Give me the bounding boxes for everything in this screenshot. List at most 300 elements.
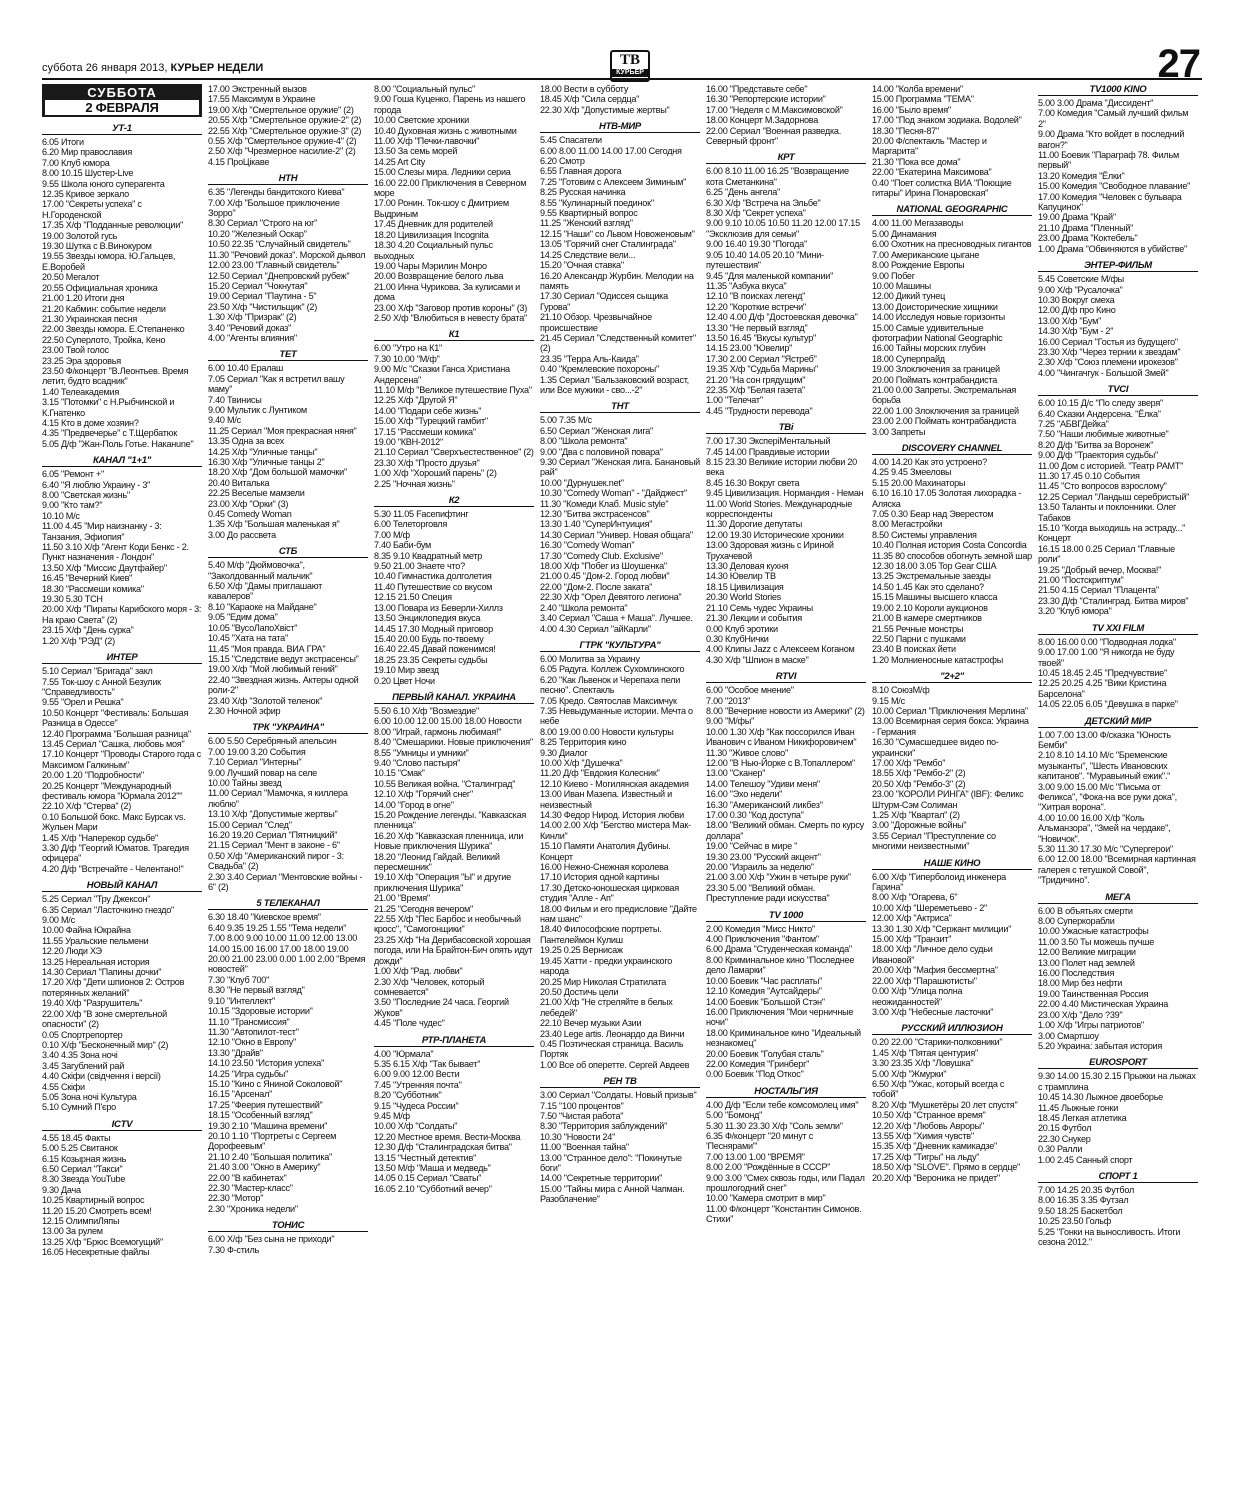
program-entry: 10.50 22.35 "Случайный свидетель" xyxy=(208,239,351,250)
program-entry: 9.45 "Для маленькой компании" xyxy=(706,270,834,281)
program-entry: 16.00 Тайны морских глубин xyxy=(872,343,986,354)
program-entry: 20.50 Х/ф "Рембо-3" (2) xyxy=(872,778,966,789)
program-entry: 12.20 Местное время. Вести-Москва xyxy=(374,1131,521,1142)
program-entry: 10.05 "ВусоЛапоХвіст" xyxy=(208,622,298,633)
program-entry: 18.20 "Леонид Гайдай. Великий пересмешник" xyxy=(374,851,500,873)
program-entry: 15.00 Х/ф "Турецкий гамбит" xyxy=(374,416,488,427)
program-entry: 19.00 2.10 Короли аукционов xyxy=(872,602,988,613)
program-entry: 6.25 "День ангела" xyxy=(706,187,780,198)
channel-heading: NATIONAL GEOGRAPHIC xyxy=(872,204,1032,216)
program-entry: 13.15 "Честный детектив" xyxy=(374,1152,477,1163)
program-entry: 23.50 Х/ф "Чистильщик" (2) xyxy=(208,301,317,312)
program-entry: 10.40 Гимнастика долголетия xyxy=(374,571,492,582)
program-entry: 1.35 Сериал "Бальзаковский возраст, или Все мужики - сво...-2" xyxy=(540,374,689,395)
program-entry: 7.00 17.30 ЭксперіМентальный xyxy=(706,436,831,447)
program-entry: 11.40 Путешествие со вкусом xyxy=(374,581,493,592)
program-entry: 21.45 Сериал "Следственный комитет" (2) xyxy=(540,332,696,354)
program-entry: 16.30 "Сумасшедшее видео по-украински" xyxy=(872,737,999,758)
program-entry: 10.00 Машины xyxy=(872,280,931,291)
program-entry: 14.00 Исследуя новые горизонты xyxy=(872,312,1005,323)
program-entry: 12.20 Х/ф "Любовь Авроры" xyxy=(872,1120,984,1131)
program-entry: 17.00 Ронин. Ток-шоу с Дмитрием Выдриным xyxy=(374,198,509,219)
program-entry: 0.10 Х/ф "Бесконечный мир" (2) xyxy=(42,1039,169,1050)
program-entry: 18.25 23.35 Секреты судьбы xyxy=(374,654,488,665)
program-entry: 4.00 Приключения "Фантом" xyxy=(706,934,819,945)
program-entry: 14.30 Ювелир ТВ xyxy=(706,571,776,582)
program-entry: 17.00 "Секреты успеха" с Н.Городенской xyxy=(42,199,142,220)
program-entry: 7.45 "Утренняя почта" xyxy=(374,1079,462,1090)
program-entry: 5.45 Советские М/фы xyxy=(1038,274,1124,285)
program-entry: 7.00 Комедия "Самый лучший фильм 2" xyxy=(1038,108,1189,129)
program-entry: 20.00 Боевик "Голубая сталь" xyxy=(706,1048,824,1059)
program-entry: 20.00 Возвращение белого льва xyxy=(374,271,504,282)
program-entry: 7.35 Невыдуманные истории. Мечта о небе xyxy=(540,705,693,727)
program-entry: 7.30 Ф-стиль xyxy=(208,1244,260,1255)
program-entry: 5.25 Сериал "Тру Джексон" xyxy=(42,894,151,905)
program-entry: 21.30 Лекции и события xyxy=(706,613,802,624)
page-header xyxy=(42,42,1202,86)
program-entry: 12.00 Великие миграции xyxy=(1038,947,1136,958)
program-entry: 13.00 Полет над землей xyxy=(1038,957,1135,968)
channel-heading: EUROSPORT xyxy=(1038,1057,1198,1069)
program-entry: 8.00 "Вечерние новости из Америки" (2) xyxy=(706,705,865,716)
page-number: 27 xyxy=(1157,42,1200,86)
program-entry: 22.30 "Мастер-класс" xyxy=(208,1183,293,1193)
program-entry: 6.35 "Легенды бандитского Киева" xyxy=(208,187,345,198)
program-entry: 14.00 Боевик "Большой Стэн" xyxy=(706,996,825,1007)
program-entry: 10.00 Х/ф "Душечка" xyxy=(540,757,623,768)
program-entry: 4.00 "Юрмала" xyxy=(374,1048,434,1059)
program-entry: 4.45 "Поле чудес" xyxy=(374,1018,445,1029)
program-entry: 14.00 2.00 Х/ф "Бегство мистера Мак-Кинли" xyxy=(540,820,691,841)
program-entry: 4.00 11.00 Мегазаводы xyxy=(872,218,964,229)
program-entry: 21.00 В камере смертников xyxy=(872,613,982,624)
program-entry: 22.00 Звезды юмора. Е.Степаненко xyxy=(42,324,185,335)
program-entry: 6.30 Х/ф "Встреча на Эльбе" xyxy=(706,197,821,208)
program-entry: 12.25 20.25 4.25 "Вики Кристина Барселона" xyxy=(1038,678,1167,699)
program-entry: 17.00 0.30 "Код доступа" xyxy=(706,810,804,820)
program-entry: 7.45 14.00 Правдивые истории xyxy=(706,446,830,457)
program-entry: 11.10 "Трансмиссия" xyxy=(208,1016,290,1027)
program-entry: 10.10 М/с xyxy=(42,510,80,521)
program-entry: 11.00 Сериал "Мамочка, я киллера люблю" xyxy=(208,788,348,809)
program-entry: 14.25 Следствие вели... xyxy=(540,249,636,260)
program-entry: 1.20 Х/ф "РЭД" (2) xyxy=(42,635,115,646)
program-entry: 4.55 18.45 Факты xyxy=(42,1132,111,1143)
program-entry: 15.10 "Кино с Яниной Соколовой" xyxy=(208,1078,343,1089)
program-entry: 13.55 Х/ф "Химия чувств" xyxy=(872,1130,974,1141)
channel-heading: КАНАЛ "1+1" xyxy=(42,455,202,467)
program-entry: 23.00 Х/ф "Орки" (3) xyxy=(208,498,289,509)
program-entry: 10.15 "Здоровые истории" xyxy=(208,1006,313,1017)
paper-name: КУРЬЕР НЕДЕЛИ xyxy=(170,62,264,74)
program-entry: 0.10 Большой бокс. Макс Бурсак vs. Жульен Мари xyxy=(42,811,186,833)
program-entry: 22.25 Веселые мамзели xyxy=(208,488,305,499)
program-entry: 15.10 "Когда выходишь на эстраду..." Концерт xyxy=(1038,523,1186,544)
program-entry: 11.00 Боевик "Параграф 78. Фильм первый" xyxy=(1038,150,1179,171)
program-entry: 12.00 Х/ф "Актриса" xyxy=(872,913,952,924)
channel-heading: МЕГА xyxy=(1038,892,1198,904)
program-entry: 19.00 "КВН-2012" xyxy=(374,437,443,447)
program-entry: 20.55 Официальная хроника xyxy=(42,282,158,293)
program-entry: 12.10 "Окно в Европу" xyxy=(208,1037,296,1048)
program-entry: 23.35 "Терра Аль-Каида" xyxy=(540,353,639,364)
program-entry: 7.05 Сериал "Как я встретил вашу маму" xyxy=(208,373,345,395)
program-entry: 14.45 17.30 Модный приговор xyxy=(374,623,493,634)
program-entry: 6.00 "Особое мнение" xyxy=(706,685,794,696)
program-entry: 18.20 Х/ф "Дом большой мамочки" xyxy=(208,467,347,478)
program-entry: 5.20 Украина: забытая история xyxy=(1038,1040,1163,1051)
program-entry: 8.30 Сериал "Строго на юг" xyxy=(208,218,318,229)
program-entry: 21.55 Речные монстры xyxy=(872,623,964,634)
program-entry: 13.30 "Драйв" xyxy=(208,1047,263,1058)
channel-heading: СТБ xyxy=(208,546,368,558)
program-entry: 18.55 Х/ф "Рембо-2" (2) xyxy=(872,768,966,779)
program-entry: 22.10 Х/ф "Стерва" (2) xyxy=(42,801,132,812)
channel-heading: К2 xyxy=(374,495,534,507)
program-entry: 5.00 5.25 Свитанок xyxy=(42,1143,118,1154)
program-entry: 14.10 23.50 "История успеха" xyxy=(208,1058,325,1069)
program-entry: 8.40 "Смешарики. Новые приключения" xyxy=(374,737,533,748)
program-entry: 19.00 Драма "Край" xyxy=(1038,212,1116,223)
program-entry: 0.05 Спортрепортер xyxy=(42,1029,123,1040)
program-entry: 6.00 10.00 12.00 15.00 18.00 Новости xyxy=(374,716,522,727)
program-entry: 4.40 Скіфи (свідчення і версії) xyxy=(42,1071,161,1082)
program-entry: 20.00 Поймать контрабандиста xyxy=(872,374,998,385)
program-entry: 14.25 "Игра судьбы" xyxy=(208,1068,289,1079)
program-entry: 3.55 Сериал "Преступление со многими неизвестными" xyxy=(872,830,996,852)
program-entry: 13.50 Энциклопедия вкуса xyxy=(374,613,481,624)
program-entry: 7.10 Сериал "Интерны" xyxy=(208,757,302,768)
program-entry: 0.40 "Кремлевские похороны" xyxy=(540,364,659,375)
program-entry: 21.00 0.45 "Дом-2. Город любви" xyxy=(540,571,670,582)
program-entry: 8.00 16.00 0.00 "Подводная лодка" xyxy=(1038,636,1176,647)
program-entry: 23.40 Х/ф "Золотой теленок" xyxy=(208,695,323,706)
program-entry: 10.00 Тайны звезд xyxy=(208,777,282,788)
program-entry: 23.00 Твой голос xyxy=(42,345,109,356)
program-entry: 7.00 13.00 1.00 "ВРЕМЯ" xyxy=(706,1151,805,1162)
program-entry: 19.10 Х/ф "Операция "Ы" и другие приключения Шурика" xyxy=(374,872,511,893)
program-entry: 16.00 "Представьте себе" xyxy=(706,84,808,94)
program-entry: 9.00 "М/фы" xyxy=(706,716,755,727)
program-entry: 11.30 "Комеди Клаб. Music style" xyxy=(540,498,669,509)
program-entry: 9.00 Д/ф "Траектория судьбы" xyxy=(1038,450,1158,461)
program-entry: 7.50 "Наши любимые животные" xyxy=(1038,429,1169,440)
program-entry: 21.00 0.00 Запреты. Экстремальная борьба xyxy=(872,384,1017,406)
program-entry: 18.00 Суперпрайд xyxy=(872,353,945,364)
program-entry: 22.10 Вечер музыки Азии xyxy=(540,1018,642,1029)
program-entry: 6.05 Радуга. Коллеж Сухомлинского xyxy=(540,664,685,675)
program-entry: 17.00 Комедия "Человек с бульвара Капуцинок" xyxy=(1038,191,1182,213)
program-entry: 19.30 5.30 ТСН xyxy=(42,594,103,605)
program-entry: 3.00 Сериал "Солдаты. Новый призыв" xyxy=(540,1090,697,1101)
program-entry: 17.10 История одной картины xyxy=(540,872,660,883)
program-entry: 8.00 16.35 3.35 Футзал xyxy=(1038,1195,1129,1206)
program-entry: 19.00 Таинственная Россия xyxy=(1038,988,1149,999)
program-entry: 11.55 Уральские пельмени xyxy=(42,935,149,946)
program-entry: 10.00 Светские хроники xyxy=(374,115,469,126)
channel-heading: ДЕТСКИЙ МИР xyxy=(1038,716,1198,728)
program-entry: 7.25 "АБВГДейка" xyxy=(1038,418,1109,429)
program-entry: 14.25 Х/ф "Уличные танцы" xyxy=(208,446,318,457)
program-entry: 23.50 Ф/концерт "В.Леонтьев. Время летит, будто всадник" xyxy=(42,365,189,387)
program-entry: 8.25 Территория кино xyxy=(540,737,627,748)
program-entry: 16.30 Х/ф "Уличные танцы 2" xyxy=(208,457,325,467)
program-entry: 23.40 Lege artis. Леонардо да Винчи xyxy=(540,1028,685,1039)
program-entry: 12.30 Д/ф "Сталинградская битва" xyxy=(374,1142,512,1153)
program-entry: 16.45 "Вечерний Киев" xyxy=(42,573,133,584)
program-entry: 18.00 Концерт М.Задорнова xyxy=(706,115,819,126)
program-entry: 11.30 "Речовий доказ". Морской дьявол xyxy=(208,249,366,260)
program-entry: 11.20 15.20 Смотреть всем! xyxy=(42,1205,152,1216)
program-entry: 13.20 Комедия "Ёлки" xyxy=(1038,170,1125,181)
program-entry: 6.20 "Как Львенок и Черепаха пели песню". Спектакль xyxy=(540,674,681,696)
program-entry: 21.00 Инна Чурикова. За кулисами и дома xyxy=(374,281,521,303)
program-entry: 3.20 "Клуб юмора" xyxy=(1038,606,1112,617)
program-entry: 22.00 "Дом-2. После заката" xyxy=(540,581,653,592)
program-entry: 21.10 2.40 "Большая политика" xyxy=(208,1151,333,1162)
program-entry: 12.20 Люди ХЭ xyxy=(42,946,102,957)
program-entry: 7.00 8.00 9.00 10.00 11.00 12.00 13.00 14.00 15.00 16.00 17.00 18.00 19.00 20.00 21.00 23.00 0.00 1.00 2.00 "Время новостей" xyxy=(208,933,366,975)
program-entry: 11.45 "Сто вопросов взрослому" xyxy=(1038,481,1167,492)
program-entry: 4.00 14.20 Как это устроено? xyxy=(872,457,987,467)
program-entry: 11.00 Дом с историей. "Театр РАМТ" xyxy=(1038,460,1184,471)
program-entry: 4.15 ПроЦікаве xyxy=(208,156,270,167)
program-entry: 5.00 "Бомонд" xyxy=(706,1110,763,1121)
program-entry: 11.00 World Stories. Международные корреспонденты xyxy=(706,498,853,520)
program-entry: 15.00 Программа "ТЕМА" xyxy=(872,94,974,105)
channel-heading: DISCOVERY CHANNEL xyxy=(872,443,1032,455)
program-entry: 16.30 "Репортерские истории" xyxy=(706,94,826,105)
program-entry: 14.50 1.45 Как это сделано? xyxy=(872,581,984,592)
program-entry: 20.10 1.10 "Портреты с Сергеем Дорофеевым" xyxy=(208,1130,337,1152)
program-entry: 14.00 "Колба времени" xyxy=(872,84,963,94)
program-entry: 0.20 22.00 "Старики-полковники" xyxy=(872,1037,1003,1048)
program-entry: 3.30 Д/ф "Георгий Юматов. Трагедия офицера" xyxy=(42,843,189,864)
channel-heading: ГТРК "КУЛЬТУРА" xyxy=(540,640,700,652)
program-entry: 7.00 Клуб юмора xyxy=(42,157,110,168)
program-entry: 19.00 Х/ф "Мой любимый гений" xyxy=(208,664,338,675)
program-entry: 17.55 Максимум в Украине xyxy=(208,94,316,105)
program-entry: 17.15 "Рассмеши комика" xyxy=(374,426,476,437)
program-entry: 22.00 Х/ф "Парашютисты" xyxy=(872,975,977,986)
program-entry: 12.15 21.50 Специя xyxy=(374,592,452,603)
program-entry: 3.40 4.35 Зона ночі xyxy=(42,1050,118,1061)
program-entry: 8.50 Системы управления xyxy=(872,529,977,540)
program-entry: 3.30 23.35 Х/ф "Ловушка" xyxy=(872,1058,974,1069)
program-entry: 7.15 "100 процентов" xyxy=(540,1100,624,1111)
channel-heading: ТВі xyxy=(706,422,866,434)
program-entry: 16.20 Александр Журбин. Мелодии на память xyxy=(540,270,694,291)
listing-column-5 xyxy=(706,84,866,1490)
program-entry: 20.15 Футбол xyxy=(1038,1123,1092,1134)
program-entry: 6.20 Мир православия xyxy=(42,147,133,158)
program-entry: 11.45 Лыжные гонки xyxy=(1038,1102,1119,1113)
program-entry: 22.30 Х/ф "Допустимые жертвы" xyxy=(540,104,670,115)
program-entry: 21.10 Сериал "Сверхъестественное" (2) xyxy=(374,447,534,458)
program-entry: 3.40 Сериал "Саша + Маша". Лучшее. xyxy=(540,613,693,624)
program-entry: 23.30 Х/ф "Через тернии к звездам" xyxy=(1038,346,1181,357)
program-entry: 3.00 Смартшоу xyxy=(1038,1030,1099,1041)
program-entry: 17.00 "Неделя с М.Максимовской" xyxy=(706,104,843,115)
program-entry: 12.25 Сериал "Ландыш серебристый" xyxy=(1038,491,1190,502)
program-entry: 21.10 Семь чудес Украины xyxy=(706,602,813,613)
program-entry: 14.30 Федор Нирод. История любви xyxy=(540,810,684,820)
program-entry: 0.45 Поэтическая страница. Василь Портяк xyxy=(540,1038,684,1060)
program-entry: 23.25 Эра здоровья xyxy=(42,355,121,366)
program-entry: 9.00 Побег xyxy=(872,270,915,281)
program-entry: 5.30 11.30 17.30 М/с "Супергерои" xyxy=(1038,844,1174,854)
program-entry: 5.05 Д/ф "Жан-Поль Готье. Наканune" xyxy=(42,438,194,449)
program-entry: 12.35 Кривое зеркало xyxy=(42,189,129,200)
program-entry: 10.00 1.30 Х/ф "Как поссорился Иван Иванович с Иваном Никифоровичем" xyxy=(706,726,857,748)
program-entry: 3.00 9.00 15.00 М/с "Письма от Феликса", "Фока-на все руки дока", "Хитрая ворона". xyxy=(1038,781,1177,813)
program-entry: 19.30 23.00 "Русский акцент" xyxy=(706,851,821,862)
program-entry: 17.25 "Феерия путешествий" xyxy=(208,1099,323,1110)
program-entry: 6.00 5.50 Серебряный апельсин xyxy=(208,736,337,747)
program-entry: 9.05 10.40 14.05 20.10 "Мини-путешествия" xyxy=(706,249,824,271)
program-entry: 22.55 Х/ф "Пес Барбос и необычный кросс", "Самогонщики" xyxy=(374,914,521,935)
program-entry: 2.30 3.40 Сериал "Ментовские войны - 6" (2) xyxy=(208,871,363,893)
program-entry: 19.00 Злоключения за границей xyxy=(872,364,1000,375)
program-entry: 7.00 Х/ф "Большое приключение Зорро" xyxy=(208,197,340,219)
program-entry: 6.00 "Утро на К1" xyxy=(374,343,442,354)
program-entry: 14.30 Х/ф "Бум - 2" xyxy=(1038,326,1114,337)
program-entry: 16.00 Сериал "Гостья из будущего" xyxy=(1038,336,1178,347)
program-entry: 8.10 "Караоке на Майдане" xyxy=(208,601,317,612)
program-entry: 9.00 Х/ф "Русалочка" xyxy=(1038,284,1123,295)
program-entry: 22.00 4.40 Мистическая Украина xyxy=(1038,999,1169,1010)
program-entry: 23.40 В поисках йети xyxy=(872,644,956,655)
program-entry: 1.00 Драма "Обвиняются в убийстве" xyxy=(1038,243,1187,254)
program-entry: 18.00 Вести в субботу xyxy=(540,84,629,94)
program-entry: 13.00 Повара из Беверли-Хиллз xyxy=(374,602,503,613)
program-entry: 9.55 Школа юного суперагента xyxy=(42,178,165,189)
program-entry: 8.00 "Школа ремонта" xyxy=(540,436,628,447)
program-entry: 6.00 12.00 18.00 "Всемирная картинная галерея с тетушкой Совой", "Тридичино". xyxy=(1038,854,1196,886)
program-entry: 23.30 Х/ф "Просто друзья" xyxy=(374,457,480,468)
program-entry: 15.00 Сериал "След" xyxy=(208,819,292,830)
program-entry: 13.50 16.45 "Вкусы культур" xyxy=(706,332,817,343)
program-entry: 8.35 9.10 Квадратный метр xyxy=(374,550,483,561)
program-entry: 4.00 "Агенты влияния" xyxy=(208,332,297,343)
program-entry: 9.45 Цивилизация. Нормандия - Неман xyxy=(706,488,864,499)
program-entry: 8.00 Х/ф "Огарева, 6" xyxy=(872,892,958,903)
program-entry: 7.00 "2013" xyxy=(706,695,751,706)
program-entry: 22.00 1.00 Злоключения за границей xyxy=(872,405,1019,416)
program-entry: 14.25 Art City xyxy=(374,156,426,167)
program-entry: 19.10 Мир звезд xyxy=(374,665,439,676)
program-entry: 6.50 Х/ф "Дамы приглашают кавалеров" xyxy=(208,581,323,602)
program-entry: 21.40 3.00 "Окно в Америку" xyxy=(208,1162,321,1173)
program-entry: 13.00 За рулем xyxy=(42,1226,103,1237)
program-entry: 19.55 Звезды юмора. Ю.Гальцев, Е.Воробей xyxy=(42,251,176,272)
program-entry: 6.00 Телеторговля xyxy=(374,519,448,530)
program-entry: 21.25 "Сегодня вечером" xyxy=(374,903,474,914)
program-entry: 20.50 Достичь цели xyxy=(540,986,619,997)
program-entry: 10.00 Файна Юкрайна xyxy=(42,925,131,936)
program-entry: 6.00 Х/ф "Гиперболоид инженера Гарина" xyxy=(872,871,1006,893)
program-entry: 7.40 Баби-бум xyxy=(374,540,432,551)
program-entry: 21.00 3.00 Х/ф "Ужин в четыре руки" xyxy=(706,872,851,883)
program-entry: 16.30 "Американский ликбез" xyxy=(706,799,823,810)
channel-heading: РЕН ТВ xyxy=(540,1076,700,1088)
program-entry: 20.25 Мир Николая Стратилата xyxy=(540,976,667,987)
program-entry: 15.20 "Очная ставка" xyxy=(540,260,624,271)
program-entry: 13.00 Доисторические хищники xyxy=(872,301,998,312)
program-entry: 9.30 Сериал "Женская лига. Банановый рай" xyxy=(540,457,700,478)
program-entry: 21.50 4.15 Сериал "Плацента" xyxy=(1038,585,1159,596)
program-entry: 17.00 Х/ф "Рембо" xyxy=(872,757,946,768)
program-entry: 16.00 Последствия xyxy=(1038,968,1115,979)
program-entry: 19.30 2.10 "Машина времени" xyxy=(208,1120,328,1131)
weekday: СУББОТА xyxy=(87,85,157,100)
program-entry: 10.45 14.30 Лыжное двоеборье xyxy=(1038,1092,1163,1103)
program-entry: 9.30 14.00 15.30 2.15 Прыжки на лыжах с трамплина xyxy=(1038,1071,1196,1092)
listing-column-4 xyxy=(540,84,700,1490)
program-entry: 6.40 9.35 19.25 1.55 "Тема недели" xyxy=(208,922,347,933)
program-entry: 21.20 "На сон грядущим" xyxy=(706,374,806,385)
listing-column-2 xyxy=(208,84,368,1490)
channel-heading: КРТ xyxy=(706,152,866,164)
program-entry: 0.00 Клуб эротики xyxy=(706,623,778,634)
program-entry: 10.45 18.45 2.45 "Предчувствие" xyxy=(1038,667,1167,678)
program-entry: 3.00 Запреты xyxy=(872,426,926,437)
program-entry: 13.00 "Сканер" xyxy=(706,768,766,779)
program-entry: 12.15 ОлимпиЛяпы xyxy=(42,1216,120,1226)
program-entry: 10.50 Концерт "Фестиваль: Большая Разница в Одессе" xyxy=(42,707,189,729)
program-entry: 14.05 0.15 Сериал "Сваты" xyxy=(374,1173,482,1184)
program-entry: 6.50 Сериал "Женская лига" xyxy=(540,425,653,436)
program-entry: 16.00 "Эхо недели" xyxy=(706,789,783,800)
program-entry: 10.25 23.50 Гольф xyxy=(1038,1216,1112,1227)
program-entry: 14.30 Сериал "Универ. Новая общага" xyxy=(540,529,693,540)
program-entry: 13.00 Х/ф "Бум" xyxy=(1038,315,1102,326)
program-entry: 18.00 Фильм и его предисловие "Дайте нам шанс" xyxy=(540,903,697,925)
program-entry: 9.00 "Два с половиной повара" xyxy=(540,446,663,457)
program-entry: 16.00 "Было время" xyxy=(872,104,951,115)
program-entry: 20.25 Концерт "Международный фестиваль юмора "Юрмала 2012"" xyxy=(42,780,183,801)
program-entry: 10.25 Квартирный вопрос xyxy=(42,1195,145,1206)
program-entry: 17.25 Х/ф "Тигры" на льду" xyxy=(872,1151,980,1162)
program-entry: 23.30 5.00 "Великий обман. Преступление ради искусства" xyxy=(706,882,830,904)
program-entry: 9.40 М/с xyxy=(208,415,241,426)
channel-heading: "2+2" xyxy=(872,671,1032,683)
program-entry: 17.30 Детско-юношеская цирковая студия "Алле - Ап" xyxy=(540,882,679,904)
program-entry: 17.35 Х/ф "Подданные революции" xyxy=(42,220,184,231)
program-entry: 6.05 Итоги xyxy=(42,137,84,147)
program-entry: 14.15 23.00 "Ювелир" xyxy=(706,343,793,354)
program-entry: 1.00 2.45 Санный спорт xyxy=(1038,1154,1133,1165)
program-entry: 13.10 Х/ф "Допустимые жертвы" xyxy=(208,809,338,820)
channel-heading: TV1000 KINO xyxy=(1038,84,1198,96)
program-entry: 2.30 Ночной эфир xyxy=(208,705,281,716)
program-entry: 2.00 Комедия "Мисс Никто" xyxy=(706,923,815,934)
program-entry: 13.30 1.30 Х/ф "Сержант милиции" xyxy=(872,923,1012,934)
channel-heading: НАШЕ КИНО xyxy=(872,858,1032,870)
program-entry: 3.40 "Речовий доказ" xyxy=(208,322,292,333)
program-entry: 2.40 "Школа ремонта" xyxy=(540,602,628,613)
program-entry: 12.50 Сериал "Днепровский рубеж" xyxy=(208,270,350,281)
program-entry: 18.00 Х/ф "Личное дело судьи Ивановой" xyxy=(872,944,993,965)
channel-heading: НОВЫЙ КАНАЛ xyxy=(42,880,202,892)
program-entry: 10.30 "Comedy Woman" - "Дайджест" xyxy=(540,488,688,499)
program-entry: 13.30 1.40 "СуперИнтуиция" xyxy=(540,519,653,530)
program-entry: 12.00 Д/ф про Кино xyxy=(1038,305,1116,316)
program-entry: 11.25 Сериал "Моя прекрасная няня" xyxy=(208,425,357,436)
program-entry: 13.00 Всемирная серия бокса: Украина - Германия xyxy=(872,716,1029,737)
program-entry: 3.00 Х/ф "Небесные ласточки" xyxy=(872,1006,994,1017)
